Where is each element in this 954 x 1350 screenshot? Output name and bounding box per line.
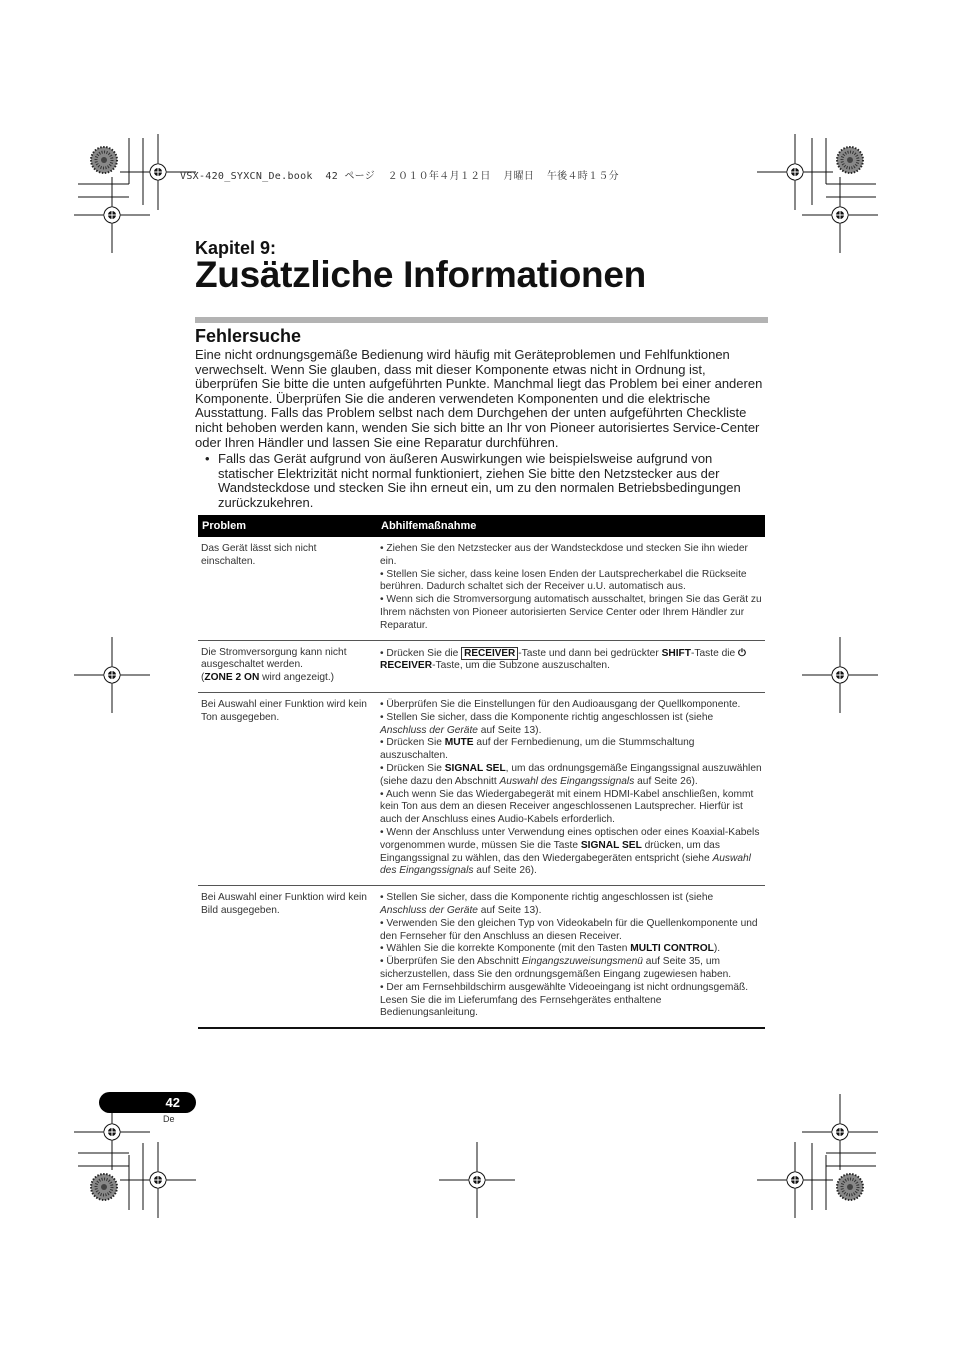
remedy-item	[380, 763, 762, 789]
remedy-item: • Stellen Sie sicher, dass keine losen Enden der Lautsprecherkabel die Rückseite berühren. Dadurch schaltet sich der Receiver u.U. automatisch aus.	[380, 568, 747, 593]
header-problem: Problem	[198, 515, 377, 537]
page-number: 42	[165, 1095, 180, 1110]
intro-bullet	[205, 452, 765, 510]
chapter-label: Kapitel 9:	[195, 238, 277, 258]
remedy-text: • Drücken Sie die	[380, 647, 462, 659]
key-label: MULTI CONTROL	[630, 943, 714, 955]
troubleshooting-table	[198, 515, 765, 1029]
bullet-dot: •	[205, 451, 210, 466]
remedy-item: • Ziehen Sie den Netzstecker aus der Wandsteckdose und stecken Sie ihn wieder ein.	[380, 543, 748, 567]
remedy-cell	[377, 692, 765, 885]
remedy-text: • Stellen Sie sicher, dass die Komponente richtig angeschlossen ist (siehe	[380, 892, 714, 904]
remedy-text: • Überprüfen Sie den Abschnitt	[380, 956, 522, 968]
cross-reference: Auswahl des Eingangssignals	[499, 775, 635, 787]
remedy-item	[380, 827, 762, 878]
remedy-text: • Wenn der Anschluss unter Verwendung eines optischen oder eines Koaxial-Kabels vorgenommen wurde, müssen Sie die Taste	[380, 826, 760, 851]
chapter-title: Zusätzliche Informationen	[195, 254, 646, 295]
remedy-text: • Stellen Sie sicher, dass die Komponente richtig angeschlossen ist (siehe	[380, 711, 714, 723]
cross-reference: Eingangszuweisungsmenü	[521, 956, 643, 968]
remedy-text: -Taste und dann bei gedrückter	[518, 647, 662, 659]
remedy-cell	[377, 640, 765, 692]
title-rule	[195, 317, 768, 323]
remedy-item: • Verwenden Sie den gleichen Typ von Videokabeln für die Quellenkomponente und den Fernseher für den Anschluss an diesen Receiver.	[380, 917, 758, 942]
remedy-item	[380, 737, 762, 763]
table-header-row	[198, 515, 765, 537]
key-label: SIGNAL SEL	[444, 762, 506, 774]
shift-key-label: SHIFT	[661, 647, 691, 659]
remedy-text: • Drücken Sie	[380, 762, 445, 774]
table-row	[198, 692, 765, 885]
display-indicator: ZONE 2 ON	[204, 672, 260, 684]
remedy-text: drücken, um das Eingangssignal zu wählen, das den Wiedergabegeräten entspricht (siehe	[380, 839, 720, 864]
problem-paren-open: (	[201, 672, 205, 684]
problem-text: wird angezeigt.)	[259, 672, 335, 684]
print-header: VSX-420_SYXCN_De.book 42 ページ ２０１０年４月１２日 月曜日 午後４時１５分	[180, 171, 619, 182]
remedy-text: auf Seite 26).	[634, 775, 698, 787]
remedy-item	[380, 943, 762, 956]
problem-cell: Bei Auswahl einer Funktion wird kein Ton ausgegeben.	[198, 692, 377, 885]
remedy-text: -Taste die	[691, 647, 738, 659]
remedy-item: • Überprüfen Sie die Einstellungen für den Audioausgang der Quellkomponente.	[380, 698, 741, 710]
remedy-cell	[377, 537, 765, 640]
remedy-text: • Wählen Sie die korrekte Komponente (mit den Tasten	[380, 943, 631, 955]
table-row	[198, 640, 765, 692]
header-remedy: Abhilfemaßnahme	[377, 515, 765, 537]
intro-bullet-text: Falls das Gerät aufgrund von äußeren Auswirkungen wie beispielsweise aufgrund von statischer Elektrizität nicht normal funktioniert, ziehen Sie bitte den Netzstecker aus der Wandsteckdose und stecken Sie ihn erneut ein, um zu den normalen Betriebsbedingungen zurückzukehren.	[218, 451, 741, 510]
remedy-text: auf Seite 13).	[477, 904, 542, 916]
key-label: MUTE	[444, 737, 474, 749]
remedy-cell	[377, 886, 765, 1028]
section-title: Fehlersuche	[195, 326, 302, 346]
key-label: SIGNAL SEL	[580, 839, 642, 851]
cross-reference: Anschluss der Geräte	[380, 724, 478, 736]
table-row	[198, 537, 765, 640]
power-receiver-key-label: ⏻ RECEIVER	[380, 647, 747, 672]
problem-cell: Bei Auswahl einer Funktion wird kein Bild ausgegeben.	[198, 886, 377, 1028]
cross-reference: Auswahl des Eingangssignals	[380, 852, 751, 877]
remedy-item: • Der am Fernsehbildschirm ausgewählte Videoeingang ist nicht ordnungsgemäß. Lesen Sie die im Lieferumfang des Fernsehgerätes enthaltene Bedienungsanleitung.	[380, 981, 749, 1019]
remedy-item	[380, 647, 762, 674]
problem-text: Die Stromversorgung kann nicht ausgeschaltet werden.	[201, 646, 347, 671]
remedy-text: auf der Fernbedienung, um die Stummschaltung auszuschalten.	[380, 737, 695, 762]
receiver-key: RECEIVER	[461, 647, 518, 660]
remedy-text: auf Seite 13).	[477, 724, 542, 736]
remedy-text: auf Seite 35, um sicherzustellen, dass Sie den ordnungsgemäßen Eingang zugewiesen haben.	[380, 956, 732, 980]
cross-reference: Anschluss der Geräte	[380, 904, 478, 916]
remedy-item	[380, 892, 762, 918]
remedy-item	[380, 956, 762, 982]
remedy-text: • Drücken Sie	[380, 737, 445, 749]
language-code: De	[163, 1114, 175, 1124]
remedy-text: ).	[713, 943, 721, 955]
remedy-item: • Wenn sich die Stromversorgung automatisch ausschaltet, bringen Sie das Gerät zu Ihrem nächsten von Pioneer autorisierten Service Center oder Ihrem Händler zur Reparatur.	[380, 594, 762, 631]
problem-cell: Das Gerät lässt sich nicht einschalten.	[198, 537, 377, 640]
page-number-tab	[99, 1092, 196, 1113]
problem-cell	[198, 640, 377, 692]
remedy-item: • Auch wenn Sie das Wiedergabegerät mit einem HDMI-Kabel anschließen, kommt kein Ton aus dem an diesen Receiver angeschlossenen Lautsprecher. Hierfür ist auch der Anschluss eines Audio-Kabels erforderlich.	[380, 788, 754, 826]
intro-paragraph: Eine nicht ordnungsgemäße Bedienung wird häufig mit Geräteproblemen und Fehlfunktionen verwechselt. Wenn Sie glauben, dass mit dieser Komponente etwas nicht in Ordnung ist, überprüfen Sie bitte die unten aufgeführten Punkte. Manchmal liegt das Problem bei einer anderen Komponente. Überprüfen Sie die anderen verwendeten Komponenten und die elektrische Ausstattung. Falls das Problem selbst nach dem Durchgehen der unten aufgeführten Checkliste nicht behoben werden kann, wenden Sie sich bitte an Ihr von Pioneer autorisiertes Service-Center oder Ihren Händler und lassen Sie eine Reparatur durchführen.	[195, 347, 763, 450]
remedy-text: -Taste, um die Subzone auszuschalten.	[432, 660, 610, 672]
remedy-text: , um das ordnungsgemäße Eingangssignal auszuwählen (siehe dazu den Abschnitt	[380, 762, 762, 787]
table-row	[198, 886, 765, 1028]
remedy-text: auf Seite 26).	[473, 865, 537, 877]
remedy-item	[380, 712, 762, 738]
